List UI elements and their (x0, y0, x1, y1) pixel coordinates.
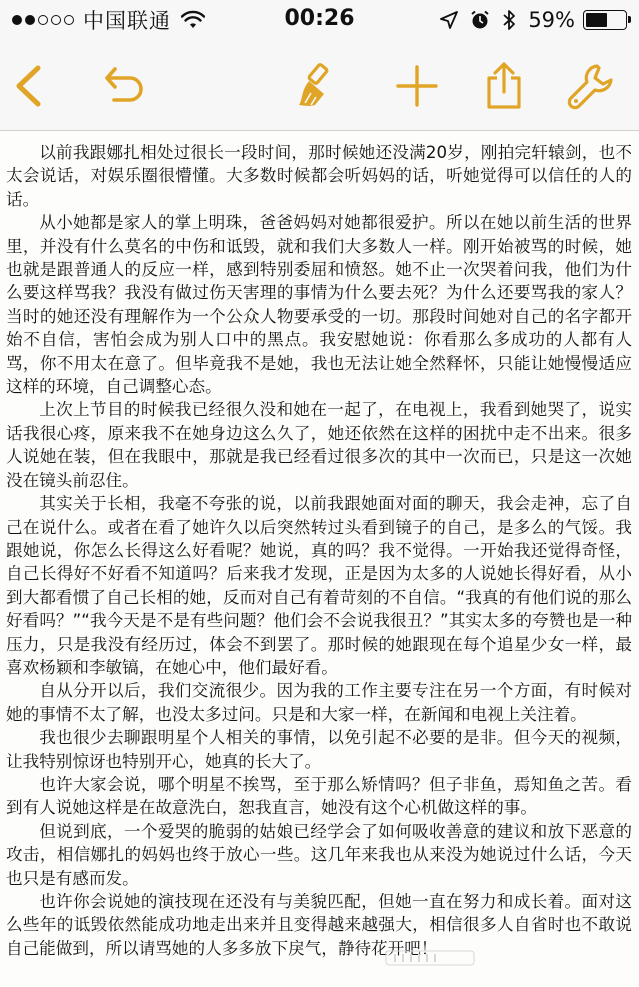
battery-icon (583, 10, 627, 30)
alarm-clock-icon (470, 10, 490, 30)
paragraph: 从小她都是家人的掌上明珠，爸爸妈妈对她都很爱护。所以在她以前生活的世界里，并没有什么莫名的中伤和诋毁，就和我们大多数人一样。刚开始被骂的时候，她也就是跟普通人的反应一样，感到特别委屈和愤怒。她不止一次哭着问我，他们为什么要这样骂我？我没有做过伤天害理的事情为什么要去死？为什么还要骂我的家人？当时的她还没有理解作为一个公众人物要承受的一切。那段时间她对自己的名字都开始不自信，害怕会成为别人口中的黑点。我安慰她说：你看那么多成功的人都有人骂，你不用太在意了。但毕竟我不是她，我也无法让她全然释怀，只能让她慢慢适应这样的环境，自己调整心态。 (6, 213, 632, 397)
wrench-icon (567, 62, 615, 110)
format-brush-icon (297, 63, 343, 109)
paragraph: 我也很少去聊跟明星个人相关的事情，以免引起不必要的是非。但今天的视频，让我特别惊讶也特别开心，她真的长大了。 (6, 728, 632, 771)
share-button[interactable] (480, 62, 528, 110)
battery-level-fill (586, 13, 607, 27)
paragraph: 以前我跟娜扎相处过很长一段时间，那时候她还没满20岁，刚拍完轩辕剑，也不太会说话，对娱乐圈很懵懂。大多数时候都会听妈妈的话，听她觉得可以信任的人的话。 (6, 143, 632, 209)
add-button[interactable] (393, 62, 441, 110)
watermark-icon (385, 948, 475, 968)
watermark-logo (380, 947, 480, 969)
paragraph: 也许大家会说，哪个明星不挨骂，至于那么矫情吗？但子非鱼，焉知鱼之苦。看到有人说她这样是在故意洗白，恕我直言，她没有这个心机做这样的事。 (6, 774, 632, 818)
paragraph: 自从分开以后，我们交流很少。因为我的工作主要专注在另一个方面，有时候对她的事情不太了解，也没太多过问。只是和大家一样，在新闻和电视上关注着。 (6, 681, 632, 724)
document-toolbar (0, 40, 639, 131)
bluetooth-icon (502, 9, 516, 31)
status-time: 00:26 (284, 6, 355, 31)
back-chevron-icon (12, 64, 44, 108)
paragraph: 也许你会说她的演技现在还没有与美貌匹配，但她一直在努力和成长着。面对这么些年的诋毁依然能成功地走出来并且变得越来越强大，相信很多人自省时也不敢说自己能做到，所以请骂她的人多多放下戾气，静待花开吧！ (6, 892, 632, 958)
paragraph: 上次上节目的时候我已经很久没和她在一起了，在电视上，我看到她哭了，说实话我很心疼，原来我不在她身边这么久了，她还依然在这样的困扰中走不出来。很多人说她在装，但在我眼中，那就是我已经看过很多次的其中一次而已，只是这一次她没在镜头前忍住。 (6, 400, 632, 490)
format-button[interactable] (296, 62, 344, 110)
paragraph: 其实关于长相，我毫不夸张的说，以前我跟她面对面的聊天，我会走神，忘了自己在说什么。或者在看了她许久以后突然转过头看到镜子的自己，是多么的气馁。我跟她说，你怎么长得这么好看呢？她说，真的吗？我不觉得。一开始我还觉得奇怪，自己长得好不好看不知道吗？后来我才发现，正是因为太多的人说她长得好看，从小到大都看惯了自己长相的她，反而对自己有着苛刻的不自信。“我真的有他们说的那么好看吗？”“我今天是不是有些问题？他们会不会说我很丑？”其实太多的夸赞也是一种压力，只是我没有经历过，体会不到罢了。那时候的她跟现在每个追星少女一样，最喜欢杨颖和李敏镐，在她心中，他们最好看。 (6, 494, 632, 677)
status-bar (0, 0, 639, 40)
back-button[interactable] (4, 62, 52, 110)
status-right (428, 6, 627, 34)
carrier-name: 中国联通 (83, 9, 171, 33)
undo-icon (102, 64, 148, 108)
document-text (6, 141, 632, 960)
settings-button[interactable] (567, 62, 615, 110)
undo-button[interactable] (101, 62, 149, 110)
add-icon (395, 64, 439, 108)
paragraph: 但说到底，一个爱哭的脆弱的姑娘已经学会了如何吸收善意的建议和放下恶意的攻击，相信娜扎的妈妈也终于放心一些。这几年来我也从来没为她说过什么话，今天也只是有感而发。 (6, 821, 632, 888)
share-icon (484, 62, 524, 110)
battery-percent: 59% (528, 8, 575, 32)
location-arrow-icon (440, 11, 458, 29)
document-body[interactable] (0, 131, 639, 987)
